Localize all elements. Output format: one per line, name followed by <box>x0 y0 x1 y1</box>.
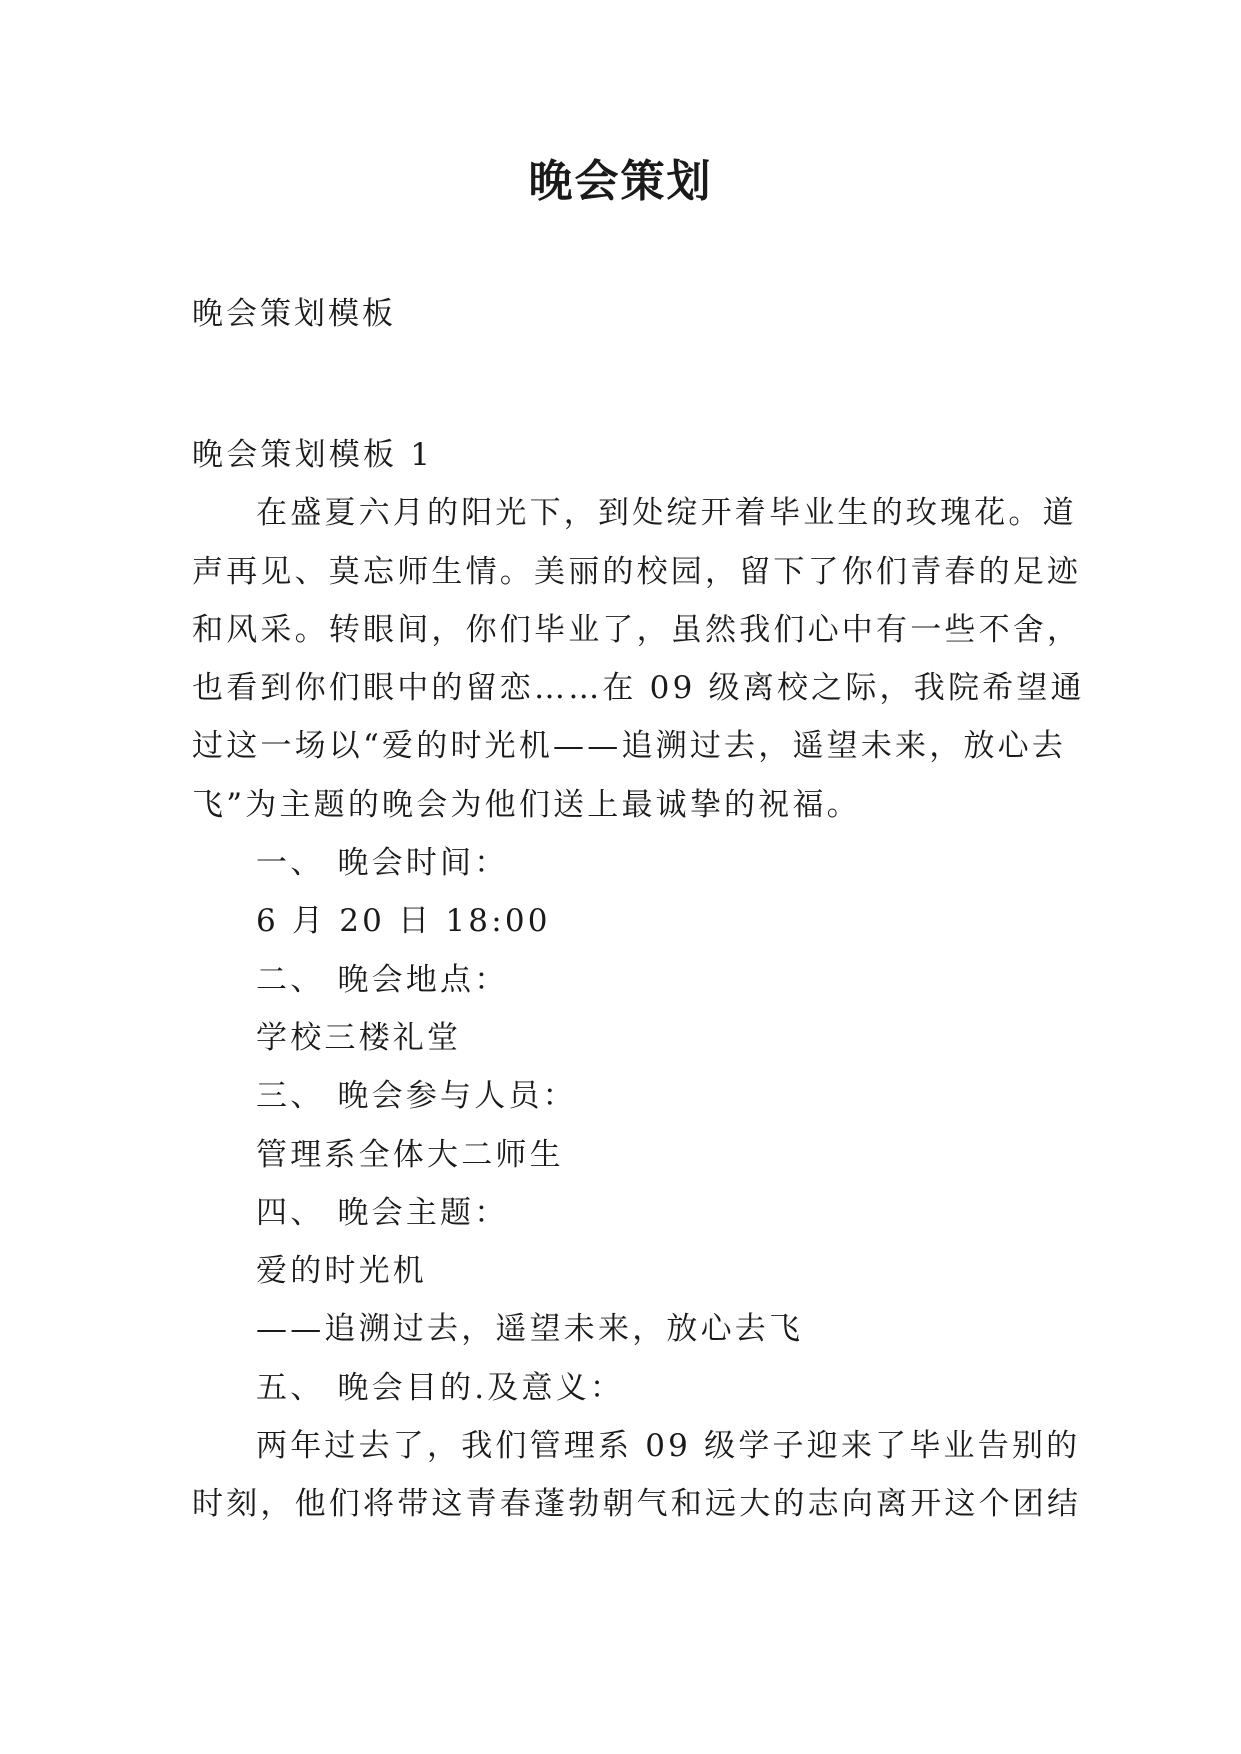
paragraph-line: 时刻，他们将带这青春蓬勃朝气和远大的志向离开这个团结 <box>192 1486 1082 1523</box>
item-heading-participants: 三、 晚会参与人员： <box>256 1078 577 1115</box>
item-heading-time: 一、 晚会时间： <box>256 845 509 882</box>
item-heading-theme: 四、 晚会主题： <box>256 1194 509 1231</box>
paragraph-line: 和风采。转眼间，你们毕业了，虽然我们心中有一些不舍， <box>192 611 1082 648</box>
item-heading-purpose: 五、 晚会目的.及意义： <box>256 1369 625 1406</box>
item-value-participants: 管理系全体大二师生 <box>256 1136 564 1173</box>
item-value-theme: 爱的时光机 <box>256 1253 427 1290</box>
paragraph-line: 也看到你们眼中的留恋……在 09 级离校之际，我院希望通 <box>192 670 1085 707</box>
document-subtitle: 晚会策划模板 <box>192 296 396 332</box>
item-heading-location: 二、 晚会地点： <box>256 961 509 998</box>
document-body <box>192 437 1085 1534</box>
item-value-theme-subtitle: ——追溯过去，遥望未来，放心去飞 <box>256 1311 804 1348</box>
paragraph-line: 声再见、莫忘师生情。美丽的校园，留下了你们青春的足迹 <box>192 553 1082 590</box>
paragraph-line: 在盛夏六月的阳光下，到处绽开着毕业生的玫瑰花。道 <box>256 495 1077 532</box>
item-value-location: 学校三楼礼堂 <box>256 1019 462 1056</box>
paragraph-line: 两年过去了，我们管理系 09 级学子迎来了毕业告别的 <box>256 1428 1081 1465</box>
section-heading: 晚会策划模板 1 <box>192 437 434 473</box>
paragraph-line: 过这一场以“爱的时光机——追溯过去，遥望未来，放心去 <box>192 728 1067 765</box>
item-value-time: 6 月 20 日 18:00 <box>256 903 551 940</box>
document-title: 晚会策划 <box>528 156 713 207</box>
paragraph-line: 飞”为主题的晚会为他们送上最诚挚的祝福。 <box>192 786 861 823</box>
